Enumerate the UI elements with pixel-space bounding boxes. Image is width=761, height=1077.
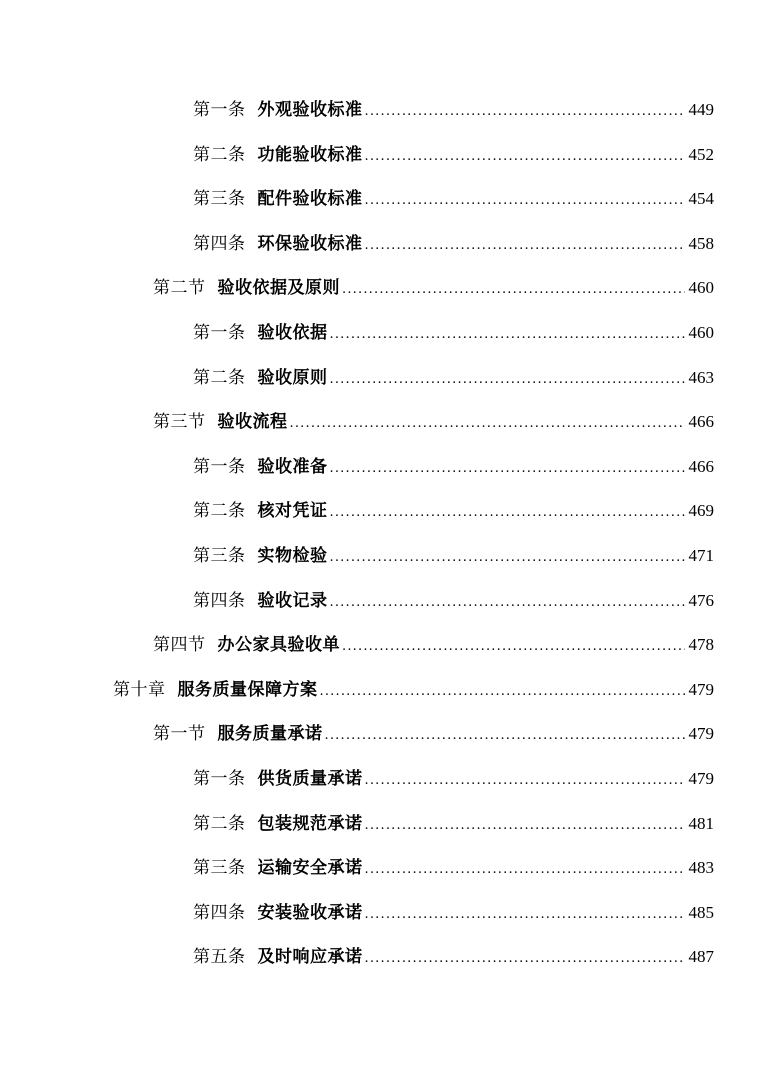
toc-entry[interactable] [0,758,761,803]
toc-dot-leader [325,723,685,749]
toc-entry-title: 验收准备 [257,456,328,477]
toc-entry-number: 第三节 [153,412,206,433]
toc-entry-title: 环保验收标准 [257,233,363,254]
toc-dot-leader [320,679,685,705]
toc-dot-leader [330,590,685,616]
toc-entry[interactable] [0,580,761,625]
toc-entry-page: 483 [688,858,714,878]
toc-entry-page: 478 [688,635,714,655]
toc-dot-leader [365,902,685,928]
toc-entry[interactable] [0,223,761,268]
toc-entry-page: 471 [688,545,714,565]
toc-entry-page: 463 [688,367,714,387]
toc-entry[interactable] [0,357,761,402]
toc-entry-title: 验收原则 [257,367,328,388]
toc-entry-page: 454 [688,189,714,209]
toc-entry-page: 476 [688,590,714,610]
toc-entry-number: 第二条 [193,501,246,522]
toc-entry-title: 供货质量承诺 [257,768,363,789]
toc-entry-page: 469 [688,501,714,521]
toc-entry-number: 第四条 [193,233,246,254]
toc-entry[interactable] [0,89,761,134]
toc-entry[interactable] [0,892,761,937]
toc-dot-leader [330,500,685,526]
toc-entry-page: 452 [688,144,714,164]
toc-entry[interactable] [0,847,761,892]
toc-entry-page: 460 [688,322,714,342]
toc-entry-title: 核对凭证 [257,501,328,522]
toc-entry-number: 第一条 [193,768,246,789]
toc-entry-title: 外观验收标准 [257,100,363,120]
toc-entry[interactable] [0,134,761,179]
toc-entry[interactable] [0,803,761,848]
toc-entry-number: 第四节 [153,635,206,656]
toc-entry-title: 及时响应承诺 [257,947,363,968]
toc-dot-leader [365,946,685,972]
toc-entry-number: 第三条 [193,545,246,566]
toc-entry[interactable] [0,713,761,758]
toc-entry-page: 466 [688,412,714,432]
toc-dot-leader [330,456,685,482]
toc-dot-leader [365,857,685,883]
toc-dot-leader [330,367,685,393]
toc-entry-page: 487 [688,947,714,967]
toc-entry-number: 第十章 [113,679,166,700]
toc-entry-page: 479 [688,768,714,788]
toc-entry-page: 485 [688,902,714,922]
toc-entry-page: 458 [688,233,714,253]
toc-entry-title: 运输安全承诺 [257,858,363,879]
toc-entry-number: 第二节 [153,278,206,299]
toc-entry-number: 第三条 [193,189,246,210]
toc-entry[interactable] [0,535,761,580]
toc-entry-number: 第二条 [193,813,246,834]
toc-entry-title: 实物检验 [257,545,328,566]
toc-entry-title: 办公家具验收单 [217,635,340,656]
toc-entry-number: 第一条 [193,100,246,120]
toc-entry-page: 481 [688,813,714,833]
toc-entry-number: 第四条 [193,902,246,923]
toc-entry-title: 功能验收标准 [257,144,363,165]
toc-dot-leader [365,813,685,839]
toc-dot-leader [342,277,685,303]
toc-entry-page: 479 [688,679,714,699]
toc-dot-leader [330,322,685,348]
toc-entry-page: 479 [688,724,714,744]
toc-entry[interactable] [0,178,761,223]
toc-entry-page: 466 [688,456,714,476]
toc-entry-title: 验收依据及原则 [217,278,340,299]
toc-dot-leader [365,233,685,259]
toc-dot-leader [365,768,685,794]
table-of-contents [0,89,761,981]
toc-entry-page: 449 [688,100,714,119]
toc-entry-title: 安装验收承诺 [257,902,363,923]
toc-entry-title: 包装规范承诺 [257,813,363,834]
toc-dot-leader [365,144,685,170]
toc-entry[interactable] [0,312,761,357]
toc-entry[interactable] [0,401,761,446]
toc-dot-leader [365,188,685,214]
toc-dot-leader [290,411,685,437]
toc-entry[interactable] [0,669,761,714]
toc-entry-title: 配件验收标准 [257,189,363,210]
toc-entry[interactable] [0,936,761,981]
toc-entry-number: 第一节 [153,724,206,745]
toc-entry[interactable] [0,267,761,312]
toc-dot-leader [330,545,685,571]
toc-entry-number: 第三条 [193,858,246,879]
toc-entry-title: 验收流程 [217,412,288,433]
toc-entry-number: 第二条 [193,144,246,165]
toc-entry-number: 第二条 [193,367,246,388]
toc-entry-title: 验收记录 [257,590,328,611]
toc-dot-leader [365,99,685,125]
toc-entry-page: 460 [688,278,714,298]
toc-dot-leader [342,634,685,660]
toc-entry-number: 第一条 [193,456,246,477]
toc-entry-title: 验收依据 [257,322,328,343]
toc-entry-title: 服务质量保障方案 [177,679,318,700]
toc-entry[interactable] [0,490,761,535]
toc-entry-number: 第四条 [193,590,246,611]
toc-entry[interactable] [0,624,761,669]
toc-entry[interactable] [0,446,761,491]
toc-entry-title: 服务质量承诺 [217,724,323,745]
toc-entry-number: 第五条 [193,947,246,968]
toc-entry-number: 第一条 [193,322,246,343]
